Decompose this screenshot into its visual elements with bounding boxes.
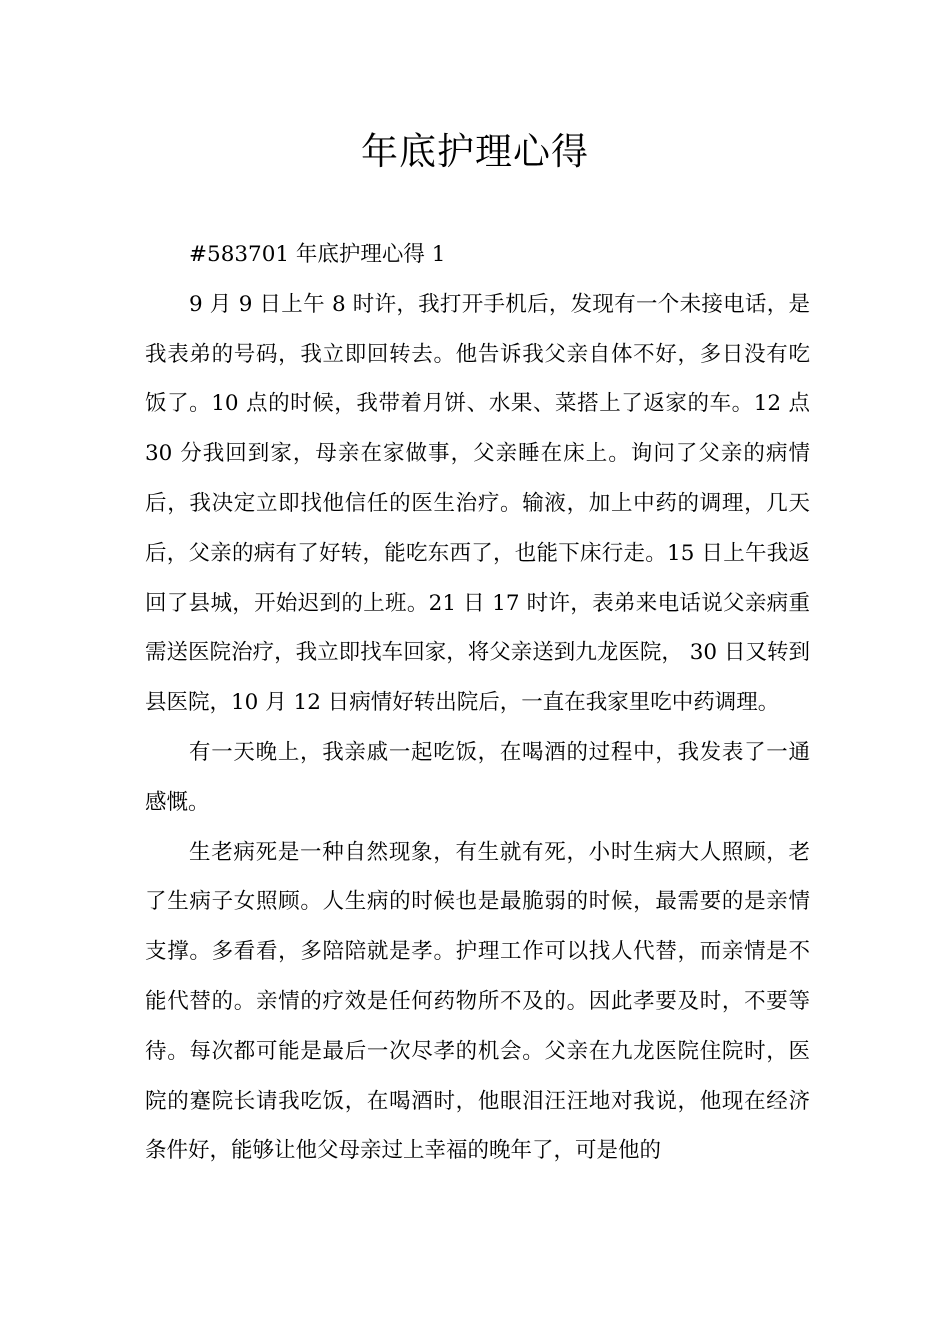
document-title: 年底护理心得 [361,130,589,173]
section-subheading: #583701 年底护理心得 1 [189,242,446,267]
document-body [145,230,810,1176]
paragraph-3: 生老病死是一种自然现象，有生就有死，小时生病大人照顾，老了生病子女照顾。人生病的时候也是最脆弱的时候，最需要的是亲情支撑。多看看，多陪陪就是孝。护理工作可以找人代替，而亲情是不能代替的。亲情的疗效是任何药物所不及的。因此孝要及时，不要等待。每次都可能是最后一次尽孝的机会。父亲在九龙医院住院时，医院的蹇院长请我吃饭，在喝酒时，他眼泪汪汪地对我说，他现在经济条件好，能够让他父母亲过上幸福的晚年了，可是他的 [145,839,810,1164]
paragraph-2: 有一天晚上，我亲戚一起吃饭，在喝酒的过程中，我发表了一通感慨。 [145,739,810,815]
paragraph-1: 9 月 9 日上午 8 时许，我打开手机后，发现有一个未接电话，是我表弟的号码，我立即回转去。他告诉我父亲自体不好，多日没有吃饭了。10 点的时候，我带着月饼、水果、菜搭上了返家的车。12 点 30 分我回到家，母亲在家做事，父亲睡在床上。询问了父亲的病情后，我决定立即找他信任的医生治疗。输液，加上中药的调理，几天后，父亲的病有了好转，能吃东西了，也能下床行走。15 日上午我返回了县城，开始迟到的上班。21 日 17 时许，表弟来电话说父亲病重需送医院治疗，我立即找车回家，将父亲送到九龙医院， 30 日又转到县医院，10 月 12 日病情好转出院后，一直在我家里吃中药调理。 [145,291,810,716]
